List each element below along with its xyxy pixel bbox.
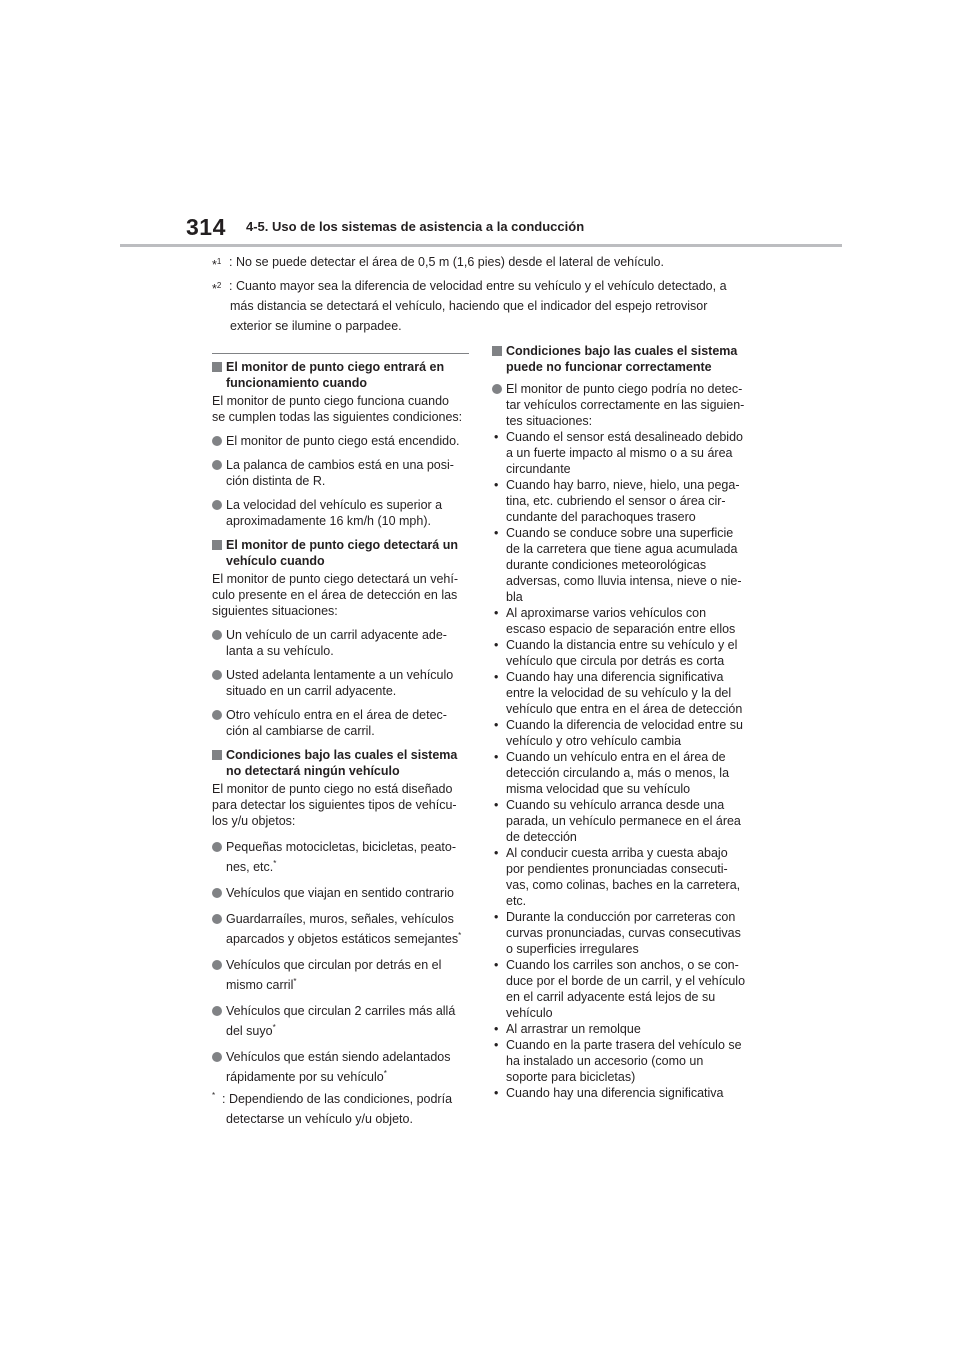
footnote-note: * : Dependiendo de las condiciones, podría detectarse un vehículo y/u objeto.: [212, 1091, 453, 1126]
footnote-text: más distancia se detectará el vehículo, haciendo que el indicador del espejo retrovisor: [230, 299, 708, 313]
circle-bullet-icon: [212, 914, 222, 924]
situation-line: duce por el borde de un carril, y el vehículo: [506, 974, 746, 988]
section-heading: El monitor de punto ciego detectará un vehículo cuando: [212, 537, 470, 569]
bullet-item: Pequeñas motocicletas, bicicletas, peato- nes, etc.*: [212, 837, 470, 877]
bullet-item: Usted adelanta lentamente a un vehículo situado en un carril adyacente.: [212, 667, 470, 699]
situation-line: escaso espacio de separación entre ellos: [506, 622, 736, 636]
situation-item: [492, 429, 750, 477]
circle-bullet-icon: [212, 630, 222, 640]
bullet-dot-icon: •: [494, 798, 499, 812]
circle-bullet-icon: [212, 500, 222, 510]
section-heading: [212, 359, 470, 391]
circle-bullet-icon: [212, 436, 222, 446]
bullet-dot-icon: •: [494, 1022, 499, 1036]
circle-bullet-icon: [212, 1052, 222, 1062]
bullet-item: Vehículos que están siendo adelantados rápidamente por su vehículo*: [212, 1047, 470, 1087]
footnote-mark: *: [212, 258, 217, 272]
bullet-item: Vehículos que circulan 2 carriles más allá del suyo*: [212, 1001, 470, 1041]
circle-bullet-icon: [212, 710, 222, 720]
situation-item: [492, 669, 750, 717]
asterisk-mark: *: [273, 859, 277, 868]
bullet-dot-icon: •: [494, 1086, 499, 1100]
asterisk-mark: *: [293, 977, 297, 986]
situation-line: Durante la conducción por carreteras con: [506, 910, 736, 924]
situation-line: de detección: [506, 830, 577, 844]
page-number: 314: [186, 214, 226, 240]
situation-line: adversas, como lluvia intensa, nieve o nie-: [506, 574, 742, 588]
footnote-mark: *: [212, 282, 217, 296]
bullet-item: El monitor de punto ciego está encendido.: [212, 433, 470, 449]
paragraph: El monitor de punto ciego funciona cuando se cumplen todas las siguientes condiciones:: [212, 394, 463, 424]
bullet-dot-icon: •: [494, 670, 499, 684]
situation-item: [492, 957, 750, 1021]
square-bullet-icon: [212, 540, 222, 550]
footnote-text: : No se puede detectar el área de 0,5 m (1,6 pies) desde el lateral de vehículo.: [229, 255, 664, 269]
bullet-dot-icon: •: [494, 750, 499, 764]
bullet-dot-icon: •: [494, 910, 499, 924]
asterisk-mark: *: [272, 1023, 276, 1032]
situation-line: en el carril adyacente está lejos de su: [506, 990, 716, 1004]
situation-line: Cuando la distancia entre su vehículo y el: [506, 638, 738, 652]
situation-line: Cuando en la parte trasera del vehículo se: [506, 1038, 742, 1052]
situation-line: Cuando hay una diferencia significativa: [506, 670, 724, 684]
bullet-dot-icon: •: [494, 606, 499, 620]
circle-bullet-icon: [492, 384, 502, 394]
situation-line: ha instalado un accesorio (como un: [506, 1054, 704, 1068]
bullet-dot-icon: •: [494, 1038, 499, 1052]
situation-item: [492, 717, 750, 749]
bullet-item: Otro vehículo entra en el área de detec- ción al cambiarse de carril.: [212, 707, 470, 739]
situation-line: vehículo que circula por detrás es corta: [506, 654, 725, 668]
paragraph: El monitor de punto ciego detectará un vehí- culo presente en el área de detección en las siguientes situaciones:: [212, 572, 458, 618]
circle-bullet-icon: [212, 670, 222, 680]
situation-item: [492, 477, 750, 525]
situation-line: Cuando se conduce sobre una superficie: [506, 526, 734, 540]
bullet-item: Vehículos que circulan por detrás en el mismo carril*: [212, 955, 470, 995]
circle-bullet-icon: [212, 1006, 222, 1016]
heading-line: El monitor de punto ciego entrará en: [226, 360, 445, 374]
situation-item: [492, 749, 750, 797]
bullet-item: Vehículos que viajan en sentido contrario: [212, 883, 470, 903]
situation-line: entre la velocidad de su vehículo y la del: [506, 686, 732, 700]
heading-line: funcionamiento cuando: [226, 376, 367, 390]
situation-line: de la carretera que tiene agua acumulada: [506, 542, 738, 556]
footnote-text: exterior se ilumine o parpadee.: [230, 319, 402, 333]
situation-line: tina, etc. cubriendo el sensor o área cir-: [506, 494, 726, 508]
situation-line: misma velocidad que su vehículo: [506, 782, 691, 796]
bullet-dot-icon: •: [494, 526, 499, 540]
situation-line: Cuando los carriles son anchos, o se con-: [506, 958, 739, 972]
situation-line: soporte para bicicletas): [506, 1070, 636, 1084]
bullet-item: Guardarraíles, muros, señales, vehículos aparcados y objetos estáticos semejantes*: [212, 909, 470, 949]
situation-line: vas, como colinas, baches en la carretera,: [506, 878, 741, 892]
situation-list: [492, 429, 750, 1101]
section-heading: Condiciones bajo las cuales el sistema no detectará ningún vehículo: [212, 747, 470, 779]
situation-line: durante condiciones meteorológicas: [506, 558, 707, 572]
situation-line: Al aproximarse varios vehículos con: [506, 606, 707, 620]
situation-item: [492, 1085, 750, 1101]
situation-line: Cuando un vehículo entra en el área de: [506, 750, 726, 764]
situation-line: o superficies irregulares: [506, 942, 639, 956]
header-rule: [120, 244, 842, 247]
situation-item: [492, 845, 750, 909]
bullet-dot-icon: •: [494, 958, 499, 972]
bullet-item: La velocidad del vehículo es superior a aproximadamente 16 km/h (10 mph).: [212, 497, 470, 529]
situation-line: circundante: [506, 462, 571, 476]
situation-line: por pendientes pronunciadas consecuti-: [506, 862, 728, 876]
situation-line: bla: [506, 590, 523, 604]
situation-item: [492, 909, 750, 957]
right-column: [492, 343, 750, 1101]
bullet-dot-icon: •: [494, 638, 499, 652]
column-rule: [212, 353, 469, 354]
asterisk-mark: *: [458, 931, 462, 940]
bullet-item: Un vehículo de un carril adyacente ade- lanta a su vehículo.: [212, 627, 470, 659]
situation-line: Cuando el sensor está desalineado debido: [506, 430, 743, 444]
footnote-text: : Cuanto mayor sea la diferencia de velocidad entre su vehículo y el vehículo detectado, a: [229, 279, 727, 293]
situation-line: detección circulando a, más o menos, la: [506, 766, 730, 780]
situation-line: Cuando la diferencia de velocidad entre su: [506, 718, 743, 732]
situation-item: [492, 797, 750, 845]
situation-item: [492, 1021, 750, 1037]
footnote-number: 1: [216, 257, 222, 266]
situation-line: Cuando hay una diferencia significativa: [506, 1086, 724, 1100]
situation-line: vehículo y otro vehículo cambia: [506, 734, 682, 748]
situation-line: Cuando hay barro, nieve, hielo, una pega-: [506, 478, 740, 492]
circle-bullet-icon: [212, 888, 222, 898]
square-bullet-icon: [492, 346, 502, 356]
situation-line: parada, un vehículo permanece en el área: [506, 814, 741, 828]
bullet-dot-icon: •: [494, 478, 499, 492]
situation-line: curvas pronunciadas, curvas consecutivas: [506, 926, 741, 940]
bullet-item: El monitor de punto ciego podría no detec- tar vehículos correctamente en las siguien- tes situaciones:: [492, 381, 750, 429]
circle-bullet-icon: [212, 960, 222, 970]
bullet-dot-icon: •: [494, 430, 499, 444]
bullet-item: La palanca de cambios está en una posi- ción distinta de R.: [212, 457, 470, 489]
situation-item: [492, 605, 750, 637]
square-bullet-icon: [212, 362, 222, 372]
bullet-dot-icon: •: [494, 846, 499, 860]
situation-line: cundante del parachoques trasero: [506, 510, 696, 524]
situation-item: [492, 525, 750, 605]
section-heading: Condiciones bajo las cuales el sistema puede no funcionar correctamente: [492, 343, 750, 375]
situation-line: vehículo que entra en el área de detección: [506, 702, 743, 716]
section-title: 4-5. Uso de los sistemas de asistencia a la conducción: [246, 219, 585, 234]
situation-item: [492, 637, 750, 669]
footnote-number: 2: [216, 281, 222, 290]
left-column: [212, 359, 470, 1129]
situation-line: Cuando su vehículo arranca desde una: [506, 798, 725, 812]
footnote-2: [212, 276, 727, 336]
circle-bullet-icon: [212, 460, 222, 470]
bullet-dot-icon: •: [494, 718, 499, 732]
situation-item: [492, 1037, 750, 1085]
situation-line: Al arrastrar un remolque: [506, 1022, 641, 1036]
paragraph: El monitor de punto ciego no está diseñado para detectar los siguientes tipos de vehícu- los y/u objetos:: [212, 782, 457, 828]
situation-line: a un fuerte impacto al mismo o a su área: [506, 446, 733, 460]
asterisk-mark: *: [383, 1069, 387, 1078]
circle-bullet-icon: [212, 842, 222, 852]
footnote-1: [212, 252, 664, 272]
situation-line: Al conducir cuesta arriba y cuesta abajo: [506, 846, 728, 860]
square-bullet-icon: [212, 750, 222, 760]
situation-line: etc.: [506, 894, 527, 908]
situation-line: vehículo: [506, 1006, 553, 1020]
